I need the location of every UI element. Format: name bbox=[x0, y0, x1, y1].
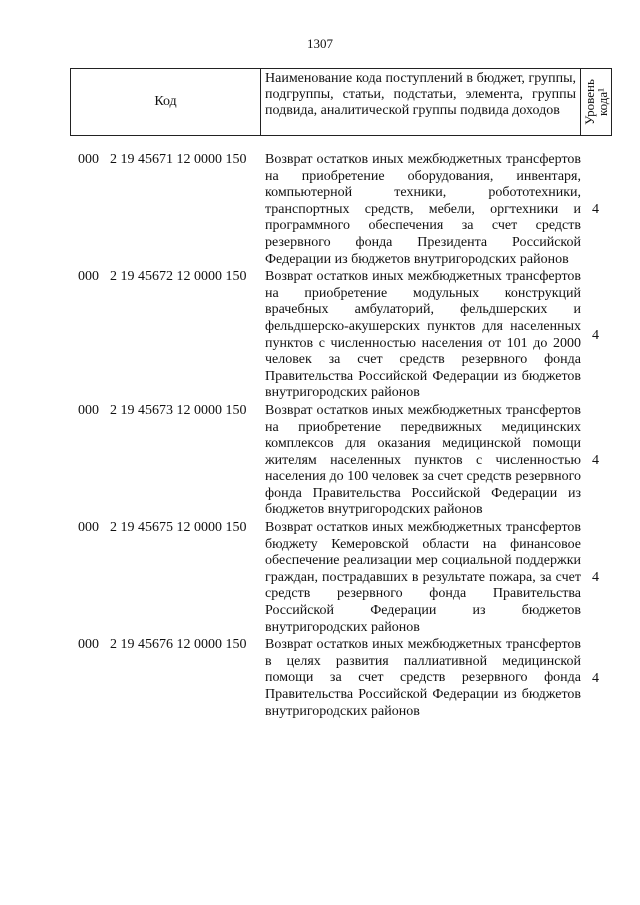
row-code: 2 19 45671 12 0000 150 bbox=[110, 152, 247, 167]
row-name: Возврат остатков иных межбюджетных трансфертов на приобретение передвижных медицинских комплексов для оказания медицинской помощи жителям населенных пунктов с численностью населения до 100 человек за счет средств резервного фонда Правительства Российской Федерации из бюджетов внутригородских районов bbox=[265, 402, 581, 518]
header-name: Наименование кода поступлений в бюджет, группы, подгруппы, статьи, подстатьи, элемента, группы подвида, аналитической группы подвида доходов bbox=[261, 69, 581, 135]
page-number: 1307 bbox=[307, 36, 333, 51]
row-level: 4 bbox=[592, 570, 599, 586]
row-level: 4 bbox=[592, 670, 599, 686]
row-code: 2 19 45672 12 0000 150 bbox=[110, 269, 247, 285]
header-code: Код bbox=[71, 69, 261, 135]
row-name: Возврат остатков иных межбюджетных трансфертов на приобретение оборудования, инвентаря, компьютерной техники, робототехники, транспортных средств, мебели, оргтехники и программного обеспечения за счет средств резервного фонда Президента Российской Федерации из бюджетов внутригородских районов bbox=[265, 152, 581, 267]
row-prefix: 000 bbox=[78, 637, 99, 653]
row-code: 2 19 45675 12 0000 150 bbox=[110, 520, 247, 536]
table-row bbox=[0, 403, 640, 519]
table-row bbox=[0, 637, 640, 720]
row-prefix: 000 bbox=[78, 152, 99, 167]
row-prefix: 000 bbox=[78, 520, 99, 536]
row-code: 2 19 45673 12 0000 150 bbox=[110, 402, 247, 418]
row-name: Возврат остатков иных межбюджетных трансфертов бюджету Кемеровской области на финансовое обеспечение реализации мер социальной поддержки граждан, пострадавших в результате пожара, за счет средств резервного фонда Правительства Российской Федерации из бюджетов внутригородских районов bbox=[265, 520, 581, 635]
table-row bbox=[0, 520, 640, 636]
header-level-text bbox=[583, 79, 609, 125]
table-header bbox=[70, 68, 612, 136]
row-name: Возврат остатков иных межбюджетных трансфертов на приобретение модульных конструкций врачебных амбулаторий, фельдшерских и фельдшерско-акушерских пунктов для населенных пунктов с численностью населения от 101 до 2000 человек за счет средств резервного фонда Правительства Российской Федерации из бюджетов внутригородских районов bbox=[265, 269, 581, 401]
row-level: 4 bbox=[592, 202, 599, 218]
row-level: 4 bbox=[592, 452, 599, 468]
row-level: 4 bbox=[592, 327, 599, 343]
table-row bbox=[0, 269, 640, 402]
table-body bbox=[0, 152, 640, 721]
header-level bbox=[581, 69, 611, 135]
row-code: 2 19 45676 12 0000 150 bbox=[110, 637, 247, 653]
row-name: Возврат остатков иных межбюджетных трансфертов в целях развития паллиативной медицинской помощи за счет средств резервного фонда Правительства Российской Федерации из бюджетов внутригородских районов bbox=[265, 637, 581, 719]
row-prefix: 000 bbox=[78, 269, 99, 285]
header-level-line2: кода¹ bbox=[595, 87, 610, 117]
table-row bbox=[0, 152, 640, 268]
header-level-line1: Уровень bbox=[582, 79, 597, 125]
row-prefix: 000 bbox=[78, 402, 99, 418]
